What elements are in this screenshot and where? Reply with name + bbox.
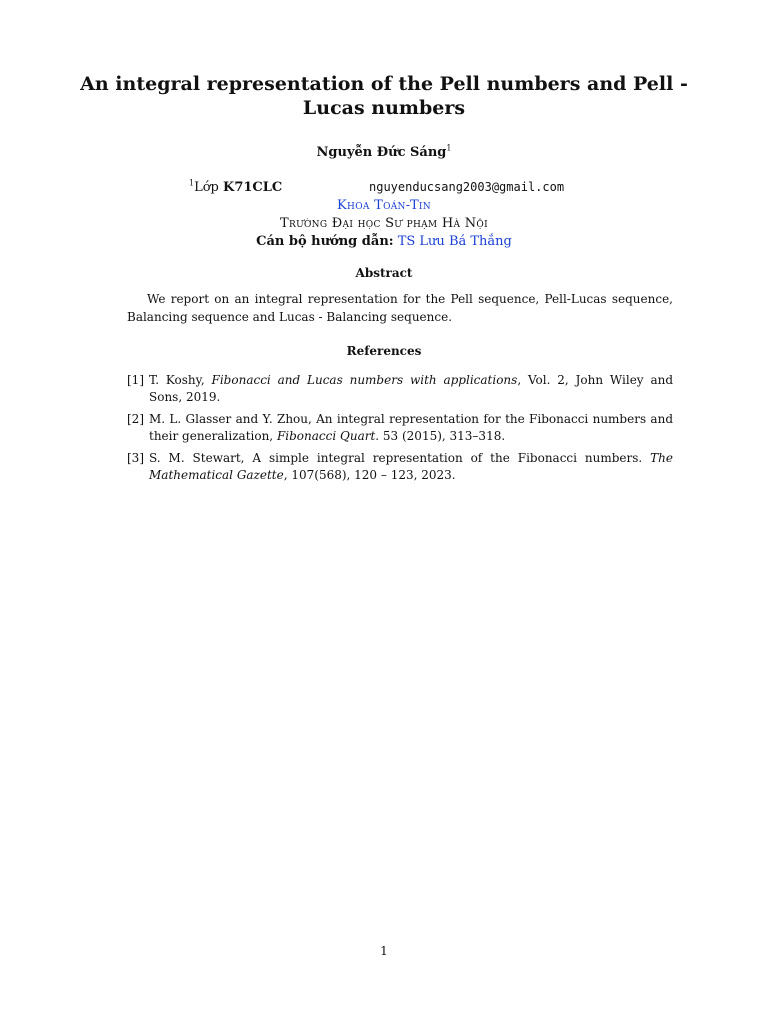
author-email[interactable]: nguyenducsang2003@gmail.com [369,180,565,194]
reference-item [127,411,673,445]
reference-item [127,372,673,406]
reference-number: [1] [127,373,144,387]
affiliation-mark: 1 [189,178,195,188]
advisor-line [0,234,768,249]
author-affiliation-mark: 1 [446,143,452,153]
reference-item [127,450,673,484]
page-number: 1 [380,944,388,958]
reference-text: S. M. Stewart, A simple integral representation of the Fibonacci numbers. The Mathematical Gazette, 107(568), 120 – 123, 2023. [149,451,673,482]
reference-text: M. L. Glasser and Y. Zhou, An integral representation for the Fibonacci numbers and their generalization, Fibonacci Quart. 53 (2015), 313–318. [149,412,673,443]
abstract-heading: Abstract [355,266,413,280]
author-line [0,145,768,160]
school-name: Trường Đại học Sư phạm Hà Nội [280,216,488,231]
reference-text: T. Koshy, Fibonacci and Lucas numbers with applications, Vol. 2, John Wiley and Sons, 2019. [149,373,674,404]
references-heading: References [346,344,422,358]
reference-list [127,372,673,489]
department-link[interactable]: Khoa Toán-Tin [337,198,431,213]
advisor-label: Cán bộ hướng dẫn: [256,234,394,249]
reference-number: [2] [127,412,144,426]
advisor-name-link[interactable]: TS Lưu Bá Thắng [397,234,512,249]
class-prefix: Lớp [194,180,224,195]
paper-title: An integral representation of the Pell numbers and Pell - Lucas numbers [80,73,688,119]
reference-number: [3] [127,451,144,465]
class-name: K71CLC [223,180,283,195]
affiliation-class [189,180,282,195]
author-name: Nguyễn Đức Sáng [316,145,447,160]
abstract-text: We report on an integral representation for the Pell sequence, Pell-Lucas sequence, Balancing sequence and Lucas - Balancing sequence. [127,292,673,324]
